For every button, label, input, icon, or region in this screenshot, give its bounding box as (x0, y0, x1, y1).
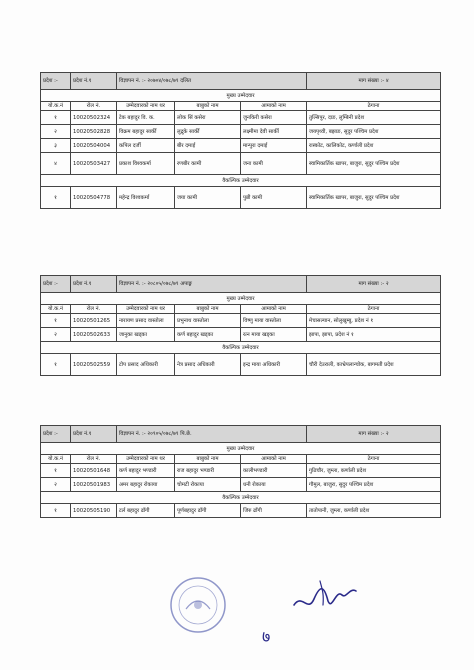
name-cell: कर्ण बहादुर भण्डारी (117, 464, 175, 478)
address-cell: रास्कोट, कालिकोट, कर्णाली प्रदेश (307, 139, 441, 153)
table-row (41, 504, 441, 518)
official-seal-icon (168, 575, 228, 635)
table-row (41, 328, 441, 342)
region-label: प्रदेश :- (41, 73, 71, 90)
father-cell: पूर्णबहादुर ढाँगी (175, 504, 241, 518)
vacancy-block-2 (40, 275, 440, 376)
table-row (41, 354, 441, 376)
mother-cell: जुनकिरी कसेरा (241, 111, 307, 125)
serial-cell: १ (41, 354, 71, 376)
father-cell: रणबीर कामी (175, 153, 241, 175)
table-header-row (41, 73, 441, 90)
table-row (41, 187, 441, 209)
father-cell: लुद्रुके सार्की (175, 125, 241, 139)
serial-cell: २ (41, 478, 71, 492)
mother-cell: जिरु ढाँगी (241, 504, 307, 518)
father-cell: चोमटी रोकाया (175, 478, 241, 492)
col-roll: रोल नं. (71, 102, 117, 111)
roll-cell: 10020501983 (71, 478, 117, 492)
col-serial: यो.क.नं (41, 305, 71, 314)
advertisement-number: विज्ञापन नं. :- २०९०५/०७८/७९ पि.छे. (117, 426, 307, 443)
region-value: प्रदेश नं.१ (71, 73, 117, 90)
roll-cell: 10020503427 (71, 153, 117, 175)
mother-cell: विष्णु माया वास्तोला (241, 314, 307, 328)
col-name: उम्मेदवारको नाम थर (117, 305, 175, 314)
name-cell: अमर बहादुर रोकाया (117, 478, 175, 492)
col-address: ठेगाना (307, 102, 441, 111)
mother-cell: रत्न माया खड्का (241, 328, 307, 342)
address-cell: चौरी देउराली, काभ्रेपलान्चोक, बागमती प्रदेश (307, 354, 441, 376)
col-mother: आमाको नाम (241, 455, 307, 464)
col-father: बाबुको नाम (175, 305, 241, 314)
roll-cell: 10020502559 (71, 354, 117, 376)
serial-cell: ४ (41, 153, 71, 175)
name-cell: टर्ल बहादुर ढाँगी (117, 504, 175, 518)
father-cell: लोक सिं कसेरा (175, 111, 241, 125)
table-row (41, 478, 441, 492)
address-cell: जयपृथ्वी, बझाङ, सुदुर पश्चिम प्रदेश (307, 125, 441, 139)
col-name: उम्मेदवारको नाम थर (117, 102, 175, 111)
address-cell: गुठिचौर, जुम्ला, कर्णाली प्रदेश (307, 464, 441, 478)
table-row (41, 153, 441, 175)
mother-cell: धनी रोकाया (241, 478, 307, 492)
table-row (41, 125, 441, 139)
col-roll: रोल नं. (71, 455, 117, 464)
table-row (41, 464, 441, 478)
serial-cell: १ (41, 314, 71, 328)
mother-cell: पुन्नी कामी (241, 187, 307, 209)
region-label: प्रदेश :- (41, 426, 71, 443)
demand-count: माग संख्या :- ४ (307, 73, 441, 90)
table-header-row (41, 276, 441, 293)
col-serial: यो.क.नं (41, 455, 71, 464)
advertisement-number: विज्ञापन नं. :- २०८०५/०७८/७९ अपाङ्ग (117, 276, 307, 293)
name-cell: नारायण प्रसाद वास्तोला (117, 314, 175, 328)
roll-cell: 10020502633 (71, 328, 117, 342)
address-cell: तातोपानी, जुम्ला, कर्णाली प्रदेश (307, 504, 441, 518)
table-header-row (41, 426, 441, 443)
vacancy-block-3 (40, 425, 440, 518)
col-mother: आमाको नाम (241, 305, 307, 314)
serial-cell: १ (41, 504, 71, 518)
roll-cell: 10020501265 (71, 314, 117, 328)
vacancy-table (40, 425, 441, 518)
table-row (41, 314, 441, 328)
col-address: ठेगाना (307, 305, 441, 314)
region-value: प्रदेश नं.१ (71, 276, 117, 293)
col-address: ठेगाना (307, 455, 441, 464)
column-headers (41, 102, 441, 111)
mother-cell: मान्पुरा दमाई (241, 139, 307, 153)
roll-cell: 10020501648 (71, 464, 117, 478)
father-cell: राज बहादुर भण्डारी (175, 464, 241, 478)
section-label-alternate: वैकल्पिक उम्मेदवार (41, 175, 441, 187)
name-cell: जानुका खड्का (117, 328, 175, 342)
col-father: बाबुको नाम (175, 102, 241, 111)
serial-cell: १ (41, 111, 71, 125)
column-headers (41, 455, 441, 464)
col-father: बाबुको नाम (175, 455, 241, 464)
father-cell: नेत्र प्रसाद अधिकारी (175, 354, 241, 376)
serial-cell: १ (41, 464, 71, 478)
region-label: प्रदेश :- (41, 276, 71, 293)
page-number: ७ (262, 627, 271, 646)
address-cell: तुल्सिपुर, दाङ, लुम्बिनी प्रदेश (307, 111, 441, 125)
roll-cell: 10020504778 (71, 187, 117, 209)
signature-icon (290, 575, 360, 620)
address-cell: मेचासल्यान, सोलुखुम्बु, प्रदेश नं १ (307, 314, 441, 328)
col-mother: आमाको नाम (241, 102, 307, 111)
name-cell: कपिल दर्जी (117, 139, 175, 153)
region-value: प्रदेश नं.१ (71, 426, 117, 443)
address-cell: स्वामिकार्तिक खापर, बाजुरा, सुदुर पश्चिम प्रदेश (307, 187, 441, 209)
vacancy-table (40, 275, 441, 376)
mother-cell: लक्ष्मीमा देवी सार्की (241, 125, 307, 139)
section-label-alternate: वैकल्पिक उम्मेदवार (41, 342, 441, 354)
serial-cell: २ (41, 125, 71, 139)
father-cell: प्रभुनाथ वास्तोला (175, 314, 241, 328)
section-label-main: मुख्य उम्मेदवार (41, 443, 441, 455)
col-roll: रोल नं. (71, 305, 117, 314)
father-cell: बीर दमाई (175, 139, 241, 153)
section-label-alternate: वैकल्पिक उम्मेदवार (41, 492, 441, 504)
name-cell: टेक बहादुर वि. क. (117, 111, 175, 125)
col-serial: यो.क.नं (41, 102, 71, 111)
table-row (41, 139, 441, 153)
name-cell: महेन्द्र विश्वकर्मा (117, 187, 175, 209)
vacancy-table (40, 72, 441, 209)
demand-count: माग संख्या :- २ (307, 426, 441, 443)
father-cell: जया कामी (175, 187, 241, 209)
serial-cell: ३ (41, 139, 71, 153)
address-cell: झापा, झापा, प्रदेश नं १ (307, 328, 441, 342)
roll-cell: 10020505190 (71, 504, 117, 518)
name-cell: टोप प्रसाद अधिकारी (117, 354, 175, 376)
col-name: उम्मेदवारको नाम थर (117, 455, 175, 464)
serial-cell: १ (41, 187, 71, 209)
mother-cell: कालीभण्डारी (241, 464, 307, 478)
father-cell: कर्ण बहादुर खड्का (175, 328, 241, 342)
column-headers (41, 305, 441, 314)
roll-cell: 10020504004 (71, 139, 117, 153)
section-label-main: मुख्य उम्मेदवार (41, 90, 441, 102)
roll-cell: 10020502324 (71, 111, 117, 125)
address-cell: स्वामिकार्तिक खापर, बाजुरा, सुदुर पश्चिम प्रदेश (307, 153, 441, 175)
name-cell: प्रकाश विश्वकर्मा (117, 153, 175, 175)
mother-cell: जना कामी (241, 153, 307, 175)
roll-cell: 10020502828 (71, 125, 117, 139)
demand-count: माग संख्या :- २ (307, 276, 441, 293)
table-row (41, 111, 441, 125)
vacancy-block-1 (40, 72, 440, 209)
name-cell: विक्रम बहादुर सार्की (117, 125, 175, 139)
address-cell: गौमुल, बाजुरा, सुदुर पश्चिम प्रदेश (307, 478, 441, 492)
advertisement-number: विज्ञापन नं. :- २०७०४/०७८/७९ दलित (117, 73, 307, 90)
mother-cell: इन्द्र माया अधिकारी (241, 354, 307, 376)
section-label-main: मुख्य उम्मेदवार (41, 293, 441, 305)
serial-cell: २ (41, 328, 71, 342)
